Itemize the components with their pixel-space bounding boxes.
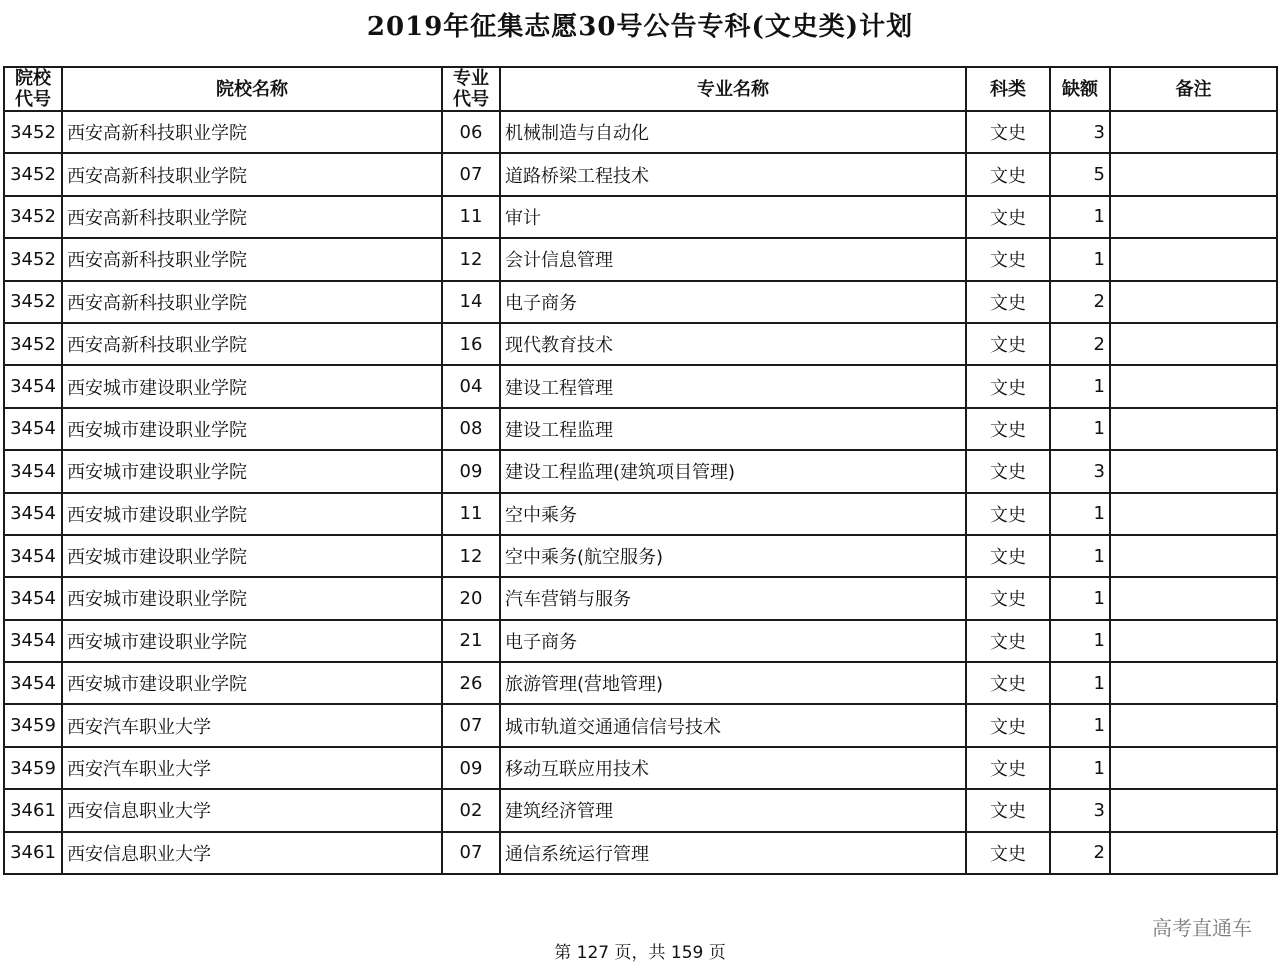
cell-school-name: 西安城市建设职业学院 (62, 450, 442, 492)
table-row (4, 153, 1277, 195)
cell-school-code: 3459 (4, 747, 62, 789)
cell-major-code: 09 (442, 450, 500, 492)
cell-school-name: 西安高新科技职业学院 (62, 323, 442, 365)
cell-school-name: 西安城市建设职业学院 (62, 408, 442, 450)
table-row (4, 196, 1277, 238)
cell-quota: 1 (1050, 196, 1110, 238)
cell-major-code: 26 (442, 662, 500, 704)
cell-major-name: 审计 (500, 196, 966, 238)
table-row (4, 535, 1277, 577)
cell-remarks (1110, 493, 1277, 535)
cell-school-code: 3454 (4, 662, 62, 704)
cell-quota: 2 (1050, 281, 1110, 323)
cell-remarks (1110, 662, 1277, 704)
cell-major-code: 14 (442, 281, 500, 323)
cell-school-code: 3454 (4, 365, 62, 407)
table-row (4, 620, 1277, 662)
table-row (4, 408, 1277, 450)
cell-remarks (1110, 620, 1277, 662)
cell-school-code: 3459 (4, 704, 62, 746)
cell-major-name: 道路桥梁工程技术 (500, 153, 966, 195)
cell-quota: 1 (1050, 365, 1110, 407)
cell-school-code: 3461 (4, 832, 62, 874)
cell-school-name: 西安城市建设职业学院 (62, 535, 442, 577)
cell-category: 文史 (966, 704, 1050, 746)
cell-school-name: 西安城市建设职业学院 (62, 493, 442, 535)
cell-major-code: 04 (442, 365, 500, 407)
cell-major-name: 通信系统运行管理 (500, 832, 966, 874)
cell-major-name: 移动互联应用技术 (500, 747, 966, 789)
cell-major-code: 11 (442, 493, 500, 535)
cell-remarks (1110, 323, 1277, 365)
cell-quota: 1 (1050, 662, 1110, 704)
cell-school-code: 3461 (4, 789, 62, 831)
cell-quota: 1 (1050, 535, 1110, 577)
table-row (4, 704, 1277, 746)
cell-category: 文史 (966, 281, 1050, 323)
cell-category: 文史 (966, 450, 1050, 492)
table-row (4, 789, 1277, 831)
cell-category: 文史 (966, 493, 1050, 535)
table-row (4, 450, 1277, 492)
cell-category: 文史 (966, 620, 1050, 662)
header-category: 科类 (966, 67, 1050, 111)
table-row (4, 323, 1277, 365)
cell-school-name: 西安城市建设职业学院 (62, 662, 442, 704)
cell-category: 文史 (966, 111, 1050, 153)
cell-major-name: 机械制造与自动化 (500, 111, 966, 153)
cell-major-code: 21 (442, 620, 500, 662)
cell-major-code: 07 (442, 153, 500, 195)
cell-major-name: 会计信息管理 (500, 238, 966, 280)
header-quota: 缺额 (1050, 67, 1110, 111)
cell-school-code: 3454 (4, 408, 62, 450)
cell-school-code: 3452 (4, 281, 62, 323)
cell-remarks (1110, 450, 1277, 492)
cell-remarks (1110, 535, 1277, 577)
cell-major-name: 电子商务 (500, 281, 966, 323)
cell-school-name: 西安高新科技职业学院 (62, 238, 442, 280)
table-row (4, 747, 1277, 789)
cell-school-code: 3452 (4, 323, 62, 365)
cell-remarks (1110, 577, 1277, 619)
cell-major-name: 建设工程监理(建筑项目管理) (500, 450, 966, 492)
watermark-text: 高考直通车 (1152, 916, 1252, 940)
cell-category: 文史 (966, 577, 1050, 619)
table-row (4, 832, 1277, 874)
header-major-code: 专业代号 (442, 67, 500, 111)
cell-school-code: 3454 (4, 493, 62, 535)
cell-school-name: 西安高新科技职业学院 (62, 153, 442, 195)
cell-category: 文史 (966, 832, 1050, 874)
cell-school-code: 3452 (4, 238, 62, 280)
cell-quota: 3 (1050, 111, 1110, 153)
cell-remarks (1110, 747, 1277, 789)
cell-category: 文史 (966, 662, 1050, 704)
cell-school-name: 西安城市建设职业学院 (62, 620, 442, 662)
cell-remarks (1110, 408, 1277, 450)
cell-school-name: 西安高新科技职业学院 (62, 111, 442, 153)
cell-category: 文史 (966, 196, 1050, 238)
page-title: 2019年征集志愿30号公告专科(文史类)计划 (366, 12, 914, 42)
cell-school-name: 西安汽车职业大学 (62, 704, 442, 746)
cell-major-code: 09 (442, 747, 500, 789)
cell-major-name: 建筑经济管理 (500, 789, 966, 831)
cell-major-code: 11 (442, 196, 500, 238)
cell-major-code: 02 (442, 789, 500, 831)
admission-plan-table (3, 66, 1278, 875)
table-row (4, 238, 1277, 280)
cell-school-code: 3454 (4, 620, 62, 662)
cell-major-name: 城市轨道交通通信信号技术 (500, 704, 966, 746)
cell-school-name: 西安信息职业大学 (62, 832, 442, 874)
table-body (4, 111, 1277, 874)
cell-school-name: 西安高新科技职业学院 (62, 281, 442, 323)
cell-school-name: 西安城市建设职业学院 (62, 365, 442, 407)
cell-school-code: 3452 (4, 196, 62, 238)
cell-quota: 1 (1050, 747, 1110, 789)
cell-category: 文史 (966, 153, 1050, 195)
cell-remarks (1110, 704, 1277, 746)
cell-major-name: 汽车营销与服务 (500, 577, 966, 619)
cell-school-name: 西安高新科技职业学院 (62, 196, 442, 238)
cell-quota: 1 (1050, 493, 1110, 535)
cell-remarks (1110, 196, 1277, 238)
cell-quota: 1 (1050, 620, 1110, 662)
header-school-code: 院校代号 (4, 67, 62, 111)
cell-remarks (1110, 111, 1277, 153)
table-row (4, 111, 1277, 153)
cell-major-name: 建设工程管理 (500, 365, 966, 407)
cell-category: 文史 (966, 238, 1050, 280)
cell-remarks (1110, 238, 1277, 280)
cell-school-name: 西安信息职业大学 (62, 789, 442, 831)
cell-major-name: 空中乘务(航空服务) (500, 535, 966, 577)
cell-major-code: 07 (442, 704, 500, 746)
cell-remarks (1110, 281, 1277, 323)
cell-quota: 3 (1050, 789, 1110, 831)
cell-quota: 2 (1050, 323, 1110, 365)
cell-school-code: 3452 (4, 153, 62, 195)
cell-category: 文史 (966, 323, 1050, 365)
cell-quota: 5 (1050, 153, 1110, 195)
cell-quota: 3 (1050, 450, 1110, 492)
cell-major-name: 建设工程监理 (500, 408, 966, 450)
cell-major-name: 现代教育技术 (500, 323, 966, 365)
table-row (4, 662, 1277, 704)
cell-major-code: 16 (442, 323, 500, 365)
cell-quota: 1 (1050, 577, 1110, 619)
cell-major-code: 08 (442, 408, 500, 450)
cell-major-code: 07 (442, 832, 500, 874)
header-remarks: 备注 (1110, 67, 1277, 111)
header-major-name: 专业名称 (500, 67, 966, 111)
cell-school-name: 西安汽车职业大学 (62, 747, 442, 789)
cell-major-code: 20 (442, 577, 500, 619)
cell-quota: 1 (1050, 704, 1110, 746)
cell-school-code: 3452 (4, 111, 62, 153)
cell-remarks (1110, 832, 1277, 874)
cell-school-name: 西安城市建设职业学院 (62, 577, 442, 619)
cell-school-code: 3454 (4, 535, 62, 577)
cell-school-code: 3454 (4, 577, 62, 619)
cell-school-code: 3454 (4, 450, 62, 492)
cell-quota: 1 (1050, 408, 1110, 450)
table-row (4, 365, 1277, 407)
cell-major-name: 旅游管理(营地管理) (500, 662, 966, 704)
table-header-row (4, 67, 1277, 111)
table-row (4, 577, 1277, 619)
cell-major-code: 12 (442, 238, 500, 280)
cell-quota: 1 (1050, 238, 1110, 280)
cell-remarks (1110, 789, 1277, 831)
table-row (4, 281, 1277, 323)
cell-remarks (1110, 153, 1277, 195)
cell-category: 文史 (966, 408, 1050, 450)
cell-major-name: 空中乘务 (500, 493, 966, 535)
cell-category: 文史 (966, 747, 1050, 789)
page-number-footer: 第 127 页，共 159 页 (554, 943, 726, 963)
header-school-name: 院校名称 (62, 67, 442, 111)
table-header (4, 67, 1277, 111)
cell-remarks (1110, 365, 1277, 407)
cell-category: 文史 (966, 535, 1050, 577)
cell-category: 文史 (966, 789, 1050, 831)
cell-major-name: 电子商务 (500, 620, 966, 662)
cell-quota: 2 (1050, 832, 1110, 874)
table-row (4, 493, 1277, 535)
cell-category: 文史 (966, 365, 1050, 407)
cell-major-code: 12 (442, 535, 500, 577)
cell-major-code: 06 (442, 111, 500, 153)
